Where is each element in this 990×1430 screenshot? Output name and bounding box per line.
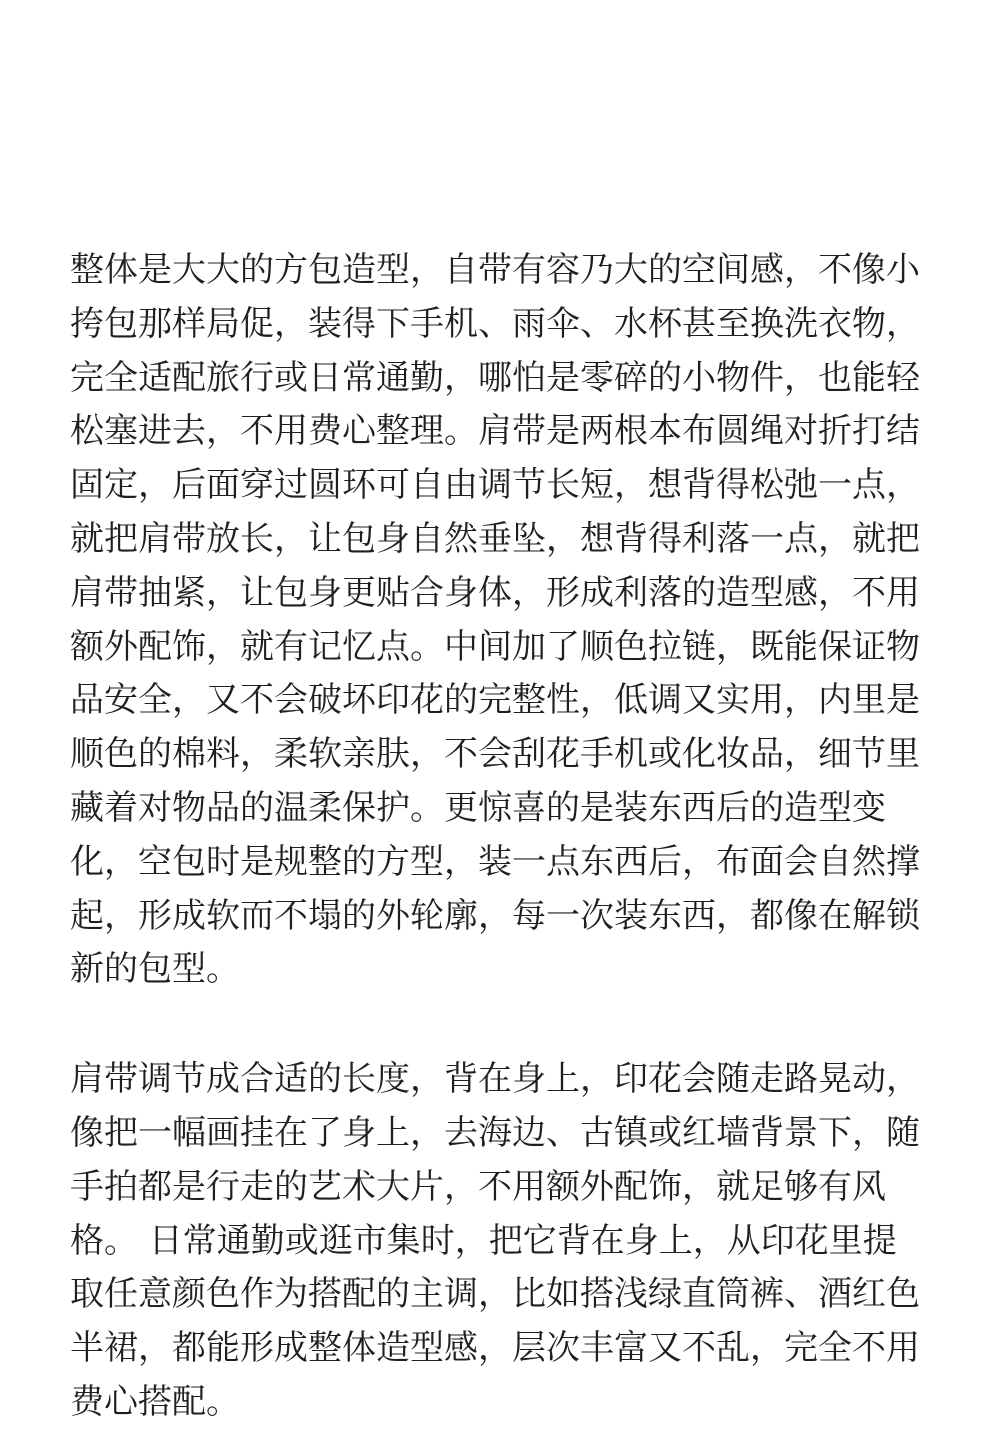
paragraph-spacer xyxy=(70,997,920,1053)
text-line: 固定，后面穿过圆环可自由调节长短，想背得松弛一点， xyxy=(70,465,920,506)
article-body xyxy=(70,244,920,1430)
text-line: 取任意颜色作为搭配的主调，比如搭浅绿直筒裤、酒红色 xyxy=(70,1274,920,1315)
text-line: 品安全，又不会破坏印花的完整性，低调又实用，内里是 xyxy=(70,680,920,721)
text-line: 格。 日常通勤或逛市集时，把它背在身上，从印花里提 xyxy=(70,1220,897,1261)
text-line: 起，形成软而不塌的外轮廓，每一次装东西，都像在解锁 xyxy=(70,895,920,936)
text-line: 完全适配旅行或日常通勤，哪怕是零碎的小物件，也能轻 xyxy=(70,357,920,398)
text-line: 手拍都是行走的艺术大片，不用额外配饰，就足够有风 xyxy=(70,1166,886,1207)
text-line: 半裙，都能形成整体造型感，层次丰富又不乱，完全不用 xyxy=(70,1328,920,1369)
text-line: 顺色的棉料，柔软亲肤，不会刮花手机或化妆品，细节里 xyxy=(70,734,920,775)
text-line: 整体是大大的方包造型，自带有容乃大的空间感，不像小 xyxy=(70,250,920,290)
text-line: 就把肩带放长，让包身自然垂坠，想背得利落一点，就把 xyxy=(70,518,920,559)
text-line: 松塞进去，不用费心整理。肩带是两根本布圆绳对折打结 xyxy=(70,411,920,452)
text-line: 像把一幅画挂在了身上，去海边、古镇或红墙背景下，随 xyxy=(70,1112,920,1153)
text-line: 藏着对物品的温柔保护。更惊喜的是装东西后的造型变 xyxy=(70,787,886,828)
text-line: 化，空包时是规整的方型，装一点东西后，布面会自然撑 xyxy=(70,841,920,882)
text-line: 肩带抽紧，让包身更贴合身体，形成利落的造型感，不用 xyxy=(70,572,920,613)
text-line: 挎包那样局促，装得下手机、雨伞、水杯甚至换洗衣物， xyxy=(70,303,920,344)
text-line: 新的包型。 xyxy=(70,949,240,990)
text-line: 肩带调节成合适的长度，背在身上，印花会随走路晃动， xyxy=(70,1059,920,1100)
text-line: 费心搭配。 xyxy=(70,1381,240,1422)
text-line: 额外配饰，就有记忆点。中间加了顺色拉链，既能保证物 xyxy=(70,626,920,667)
paragraph-2 xyxy=(70,1053,920,1430)
paragraph-1 xyxy=(70,244,920,997)
